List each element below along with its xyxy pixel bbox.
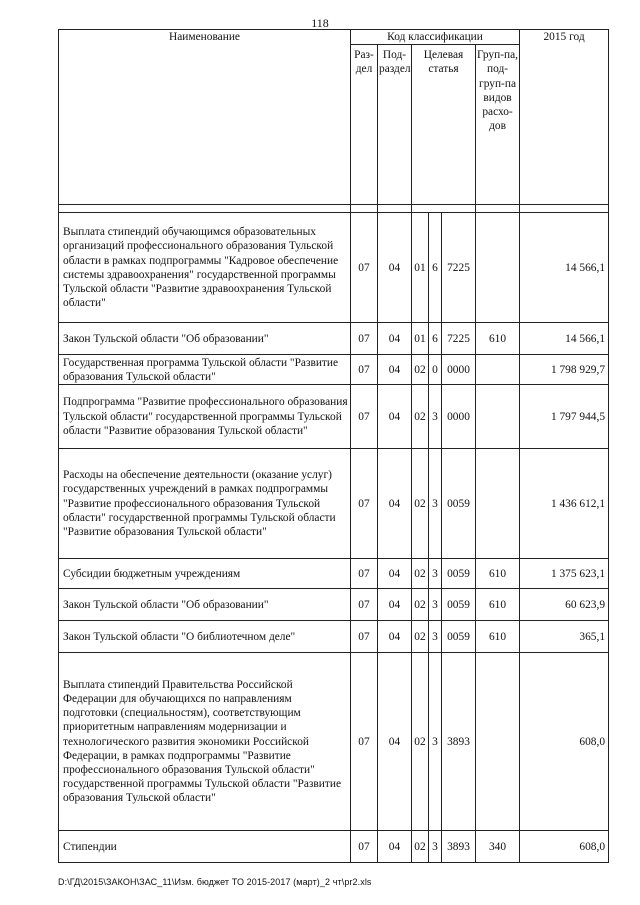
- row-target-direction: 3893: [442, 831, 476, 863]
- row-name: Закон Тульской области "Об образовании": [59, 589, 351, 621]
- row-name: Государственная программа Тульской области "Развитие образования Тульской области": [59, 355, 351, 385]
- row-name: Подпрограмма "Развитие профессионального образования Тульской области" государственной программы Тульской области "Развитие образования Тульской области": [59, 385, 351, 449]
- row-expense-type: [476, 449, 520, 559]
- row-target-program: 01: [412, 323, 429, 355]
- row-razdel: 07: [351, 213, 378, 323]
- row-target-subprogram: 6: [429, 213, 442, 323]
- row-name: Закон Тульской области "Об образовании": [59, 323, 351, 355]
- row-amount: 14 566,1: [520, 323, 609, 355]
- header-code: Код классификации: [351, 30, 520, 45]
- row-amount: 1 375 623,1: [520, 559, 609, 589]
- row-expense-type: 610: [476, 323, 520, 355]
- row-target-program: 02: [412, 449, 429, 559]
- row-name: Расходы на обеспечение деятельности (оказание услуг) государственных учреждений в рамках подпрограммы "Развитие профессионального образования Тульской области" государственной программы Тульской области "Развитие образования Тульской области": [59, 449, 351, 559]
- row-target-program: 02: [412, 621, 429, 653]
- budget-table: [58, 29, 609, 863]
- page-number: 118: [311, 16, 329, 30]
- table-row: [59, 323, 609, 355]
- row-target-program: 02: [412, 589, 429, 621]
- row-target-program: 02: [412, 559, 429, 589]
- row-expense-type: 610: [476, 559, 520, 589]
- row-expense-type: [476, 653, 520, 831]
- row-razdel: 07: [351, 355, 378, 385]
- row-target-subprogram: 3: [429, 449, 442, 559]
- row-target-direction: 0000: [442, 385, 476, 449]
- row-name: Выплата стипендий обучающимся образовательных организаций профессионального образования Тульской области в рамках подпрограммы "Кадровое обеспечение системы здравоохранения" государственной программы Тульской области "Развитие здравоохранения Тульской области": [59, 213, 351, 323]
- row-podrazdel: 04: [378, 831, 412, 863]
- row-podrazdel: 04: [378, 589, 412, 621]
- table-row: [59, 355, 609, 385]
- row-target-subprogram: 3: [429, 589, 442, 621]
- row-expense-type: 340: [476, 831, 520, 863]
- row-podrazdel: 04: [378, 653, 412, 831]
- row-name: Стипендии: [59, 831, 351, 863]
- row-target-direction: 0059: [442, 449, 476, 559]
- row-podrazdel: 04: [378, 449, 412, 559]
- row-name: Выплата стипендий Правительства Российской Федерации для обучающихся по направлениям подготовки (специальностям), соответствующим приоритетным направлениям модернизации и технологического развития экономики Российской Федерации, в рамках подпрограммы "Развитие профессионального образования Тульской области" государственной программы Тульской области "Развитие образования Тульской области": [59, 653, 351, 831]
- header-razdel: Раз-дел: [351, 45, 378, 205]
- row-expense-type: 610: [476, 589, 520, 621]
- row-target-subprogram: 3: [429, 385, 442, 449]
- table-row: [59, 559, 609, 589]
- row-amount: 14 566,1: [520, 213, 609, 323]
- table-row: [59, 385, 609, 449]
- row-name: Закон Тульской области "О библиотечном деле": [59, 621, 351, 653]
- header-target: Целевая статья: [412, 45, 476, 205]
- row-podrazdel: 04: [378, 323, 412, 355]
- header-name: Наименование: [59, 30, 351, 205]
- row-amount: 365,1: [520, 621, 609, 653]
- row-target-direction: 3893: [442, 653, 476, 831]
- row-target-direction: 7225: [442, 213, 476, 323]
- row-amount: 60 623,9: [520, 589, 609, 621]
- row-target-program: 02: [412, 653, 429, 831]
- row-podrazdel: 04: [378, 213, 412, 323]
- row-expense-type: [476, 213, 520, 323]
- row-amount: 608,0: [520, 831, 609, 863]
- row-amount: 1 436 612,1: [520, 449, 609, 559]
- row-target-program: 01: [412, 213, 429, 323]
- table-row: [59, 589, 609, 621]
- row-razdel: 07: [351, 559, 378, 589]
- row-target-program: 02: [412, 831, 429, 863]
- row-expense-type: [476, 355, 520, 385]
- row-razdel: 07: [351, 653, 378, 831]
- row-name: Субсидии бюджетным учреждениям: [59, 559, 351, 589]
- file-path-footer: D:\ГД\2015\ЗАКОН\ЗАС_11\Изм. бюджет ТО 2015-2017 (март)_2 чт\pr2.xls: [58, 877, 372, 887]
- row-amount: 608,0: [520, 653, 609, 831]
- row-target-direction: 0000: [442, 355, 476, 385]
- row-amount: 1 798 929,7: [520, 355, 609, 385]
- row-target-direction: 0059: [442, 589, 476, 621]
- row-podrazdel: 04: [378, 559, 412, 589]
- header-podrazdel: Под-раздел: [378, 45, 412, 205]
- row-target-subprogram: 3: [429, 831, 442, 863]
- row-razdel: 07: [351, 831, 378, 863]
- row-podrazdel: 04: [378, 621, 412, 653]
- row-podrazdel: 04: [378, 385, 412, 449]
- row-target-direction: 7225: [442, 323, 476, 355]
- header-group: Груп-па, под-груп-па видов расхо-дов: [476, 45, 520, 205]
- row-target-direction: 0059: [442, 559, 476, 589]
- row-target-program: 02: [412, 355, 429, 385]
- row-podrazdel: 04: [378, 355, 412, 385]
- row-expense-type: [476, 385, 520, 449]
- table-row: [59, 449, 609, 559]
- table-row: [59, 621, 609, 653]
- row-razdel: 07: [351, 449, 378, 559]
- row-target-subprogram: 3: [429, 621, 442, 653]
- row-target-subprogram: 6: [429, 323, 442, 355]
- row-target-direction: 0059: [442, 621, 476, 653]
- row-razdel: 07: [351, 385, 378, 449]
- row-amount: 1 797 944,5: [520, 385, 609, 449]
- row-target-subprogram: 0: [429, 355, 442, 385]
- header-year: 2015 год: [520, 30, 609, 205]
- row-target-program: 02: [412, 385, 429, 449]
- row-razdel: 07: [351, 323, 378, 355]
- row-razdel: 07: [351, 621, 378, 653]
- table-row: [59, 831, 609, 863]
- row-target-subprogram: 3: [429, 559, 442, 589]
- row-razdel: 07: [351, 589, 378, 621]
- table-row: [59, 213, 609, 323]
- table-row: [59, 653, 609, 831]
- row-target-subprogram: 3: [429, 653, 442, 831]
- row-expense-type: 610: [476, 621, 520, 653]
